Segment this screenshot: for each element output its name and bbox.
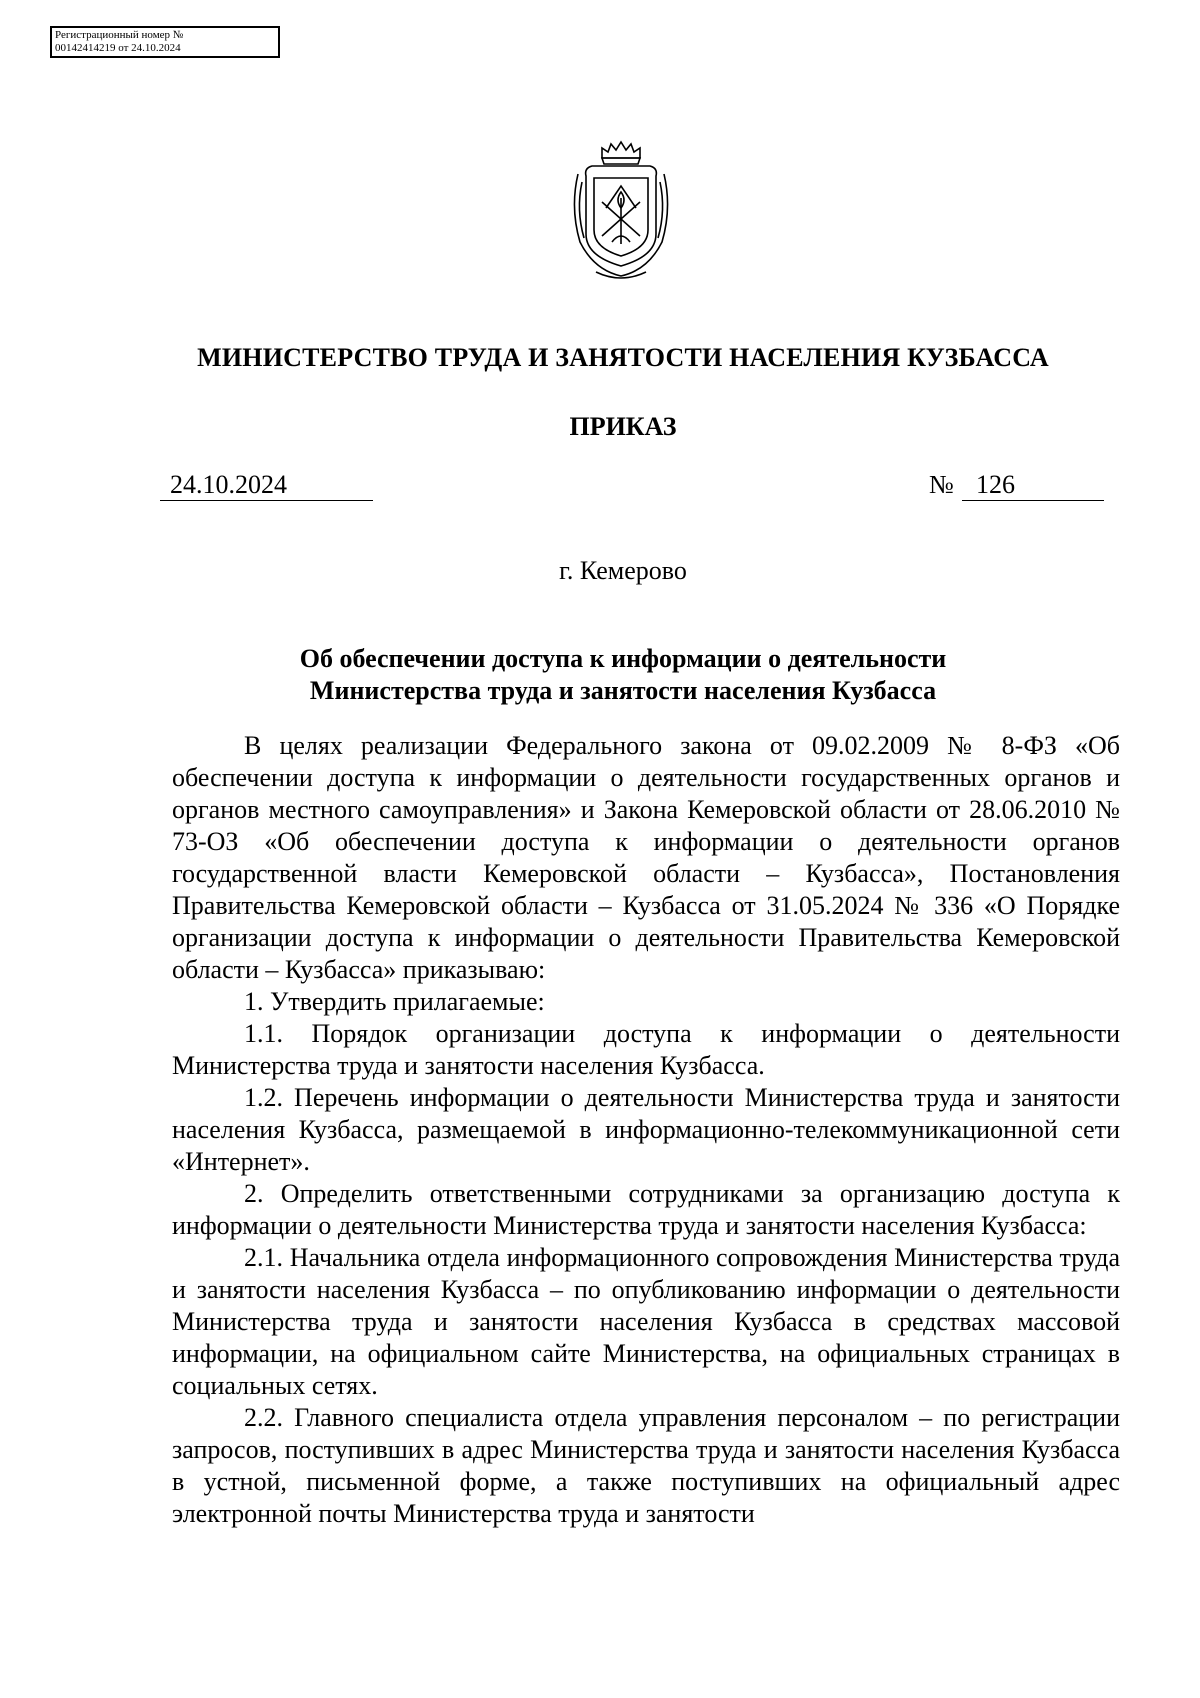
preamble-paragraph: В целях реализации Федерального закона от 09.02.2009 № 8-ФЗ «Об обеспечении доступа к информации о деятельности государственных органов и органов местного самоуправления» и Закона Кемеровской области от 28.06.2010 № 73-ОЗ «Об обеспечении доступа к информации о деятельности органов государственной власти Кемеровской области – Кузбасса», Постановления Правительства Кемеровской области – Кузбасса от 31.05.2024 № 336 «О Порядке организации доступа к информации о деятельности Правительства Кемеровской области – Кузбасса» приказываю:	[172, 731, 1120, 984]
document-title-line-1: Об обеспечении доступа к информации о деятельности	[299, 644, 947, 673]
clause-1-1: 1.1. Порядок организации доступа к информации о деятельности Министерства труда и занятости населения Кузбасса.	[172, 1019, 1120, 1080]
order-number-label: №	[929, 470, 954, 499]
clause-1-2: 1.2. Перечень информации о деятельности Министерства труда и занятости населения Кузбасса, размещаемой в информационно-телекоммуникационной сети «Интернет».	[172, 1083, 1120, 1176]
order-number: 126	[962, 469, 1104, 501]
city: г. Кемерово	[559, 556, 687, 585]
clause-2-2: 2.2. Главного специалиста отдела управления персоналом – по регистрации запросов, поступивших в адрес Министерства труда и занятости населения Кузбасса в устной, письменной форме, а также поступивших на официальный адрес электронной почты Министерства труда и занятости	[172, 1403, 1120, 1528]
registration-line-2: 00142414219 от 24.10.2024	[55, 42, 181, 54]
document-title	[0, 643, 1200, 707]
clause-2-1: 2.1. Начальника отдела информационного сопровождения Министерства труда и занятости населения Кузбасса – по опубликованию информации о деятельности Министерства труда и занятости населения Кузбасса в средствах массовой информации, на официальном сайте Министерства, на официальных страницах в социальных сетях.	[172, 1243, 1120, 1400]
registration-line-1: Регистрационный номер №	[55, 29, 184, 41]
clause-1: 1. Утвердить прилагаемые:	[244, 987, 545, 1016]
order-title: ПРИКАЗ	[569, 412, 677, 441]
order-date: 24.10.2024	[160, 469, 373, 501]
coat-of-arms-emblem	[566, 138, 676, 284]
ministry-name: МИНИСТЕРСТВО ТРУДА И ЗАНЯТОСТИ НАСЕЛЕНИЯ КУЗБАССА	[197, 343, 1049, 372]
registration-stamp	[50, 26, 280, 58]
document-body	[172, 730, 1120, 1530]
clause-2: 2. Определить ответственными сотрудниками за организацию доступа к информации о деятельности Министерства труда и занятости населения Кузбасса:	[172, 1179, 1120, 1240]
document-title-line-2: Министерства труда и занятости населения Кузбасса	[309, 676, 937, 705]
